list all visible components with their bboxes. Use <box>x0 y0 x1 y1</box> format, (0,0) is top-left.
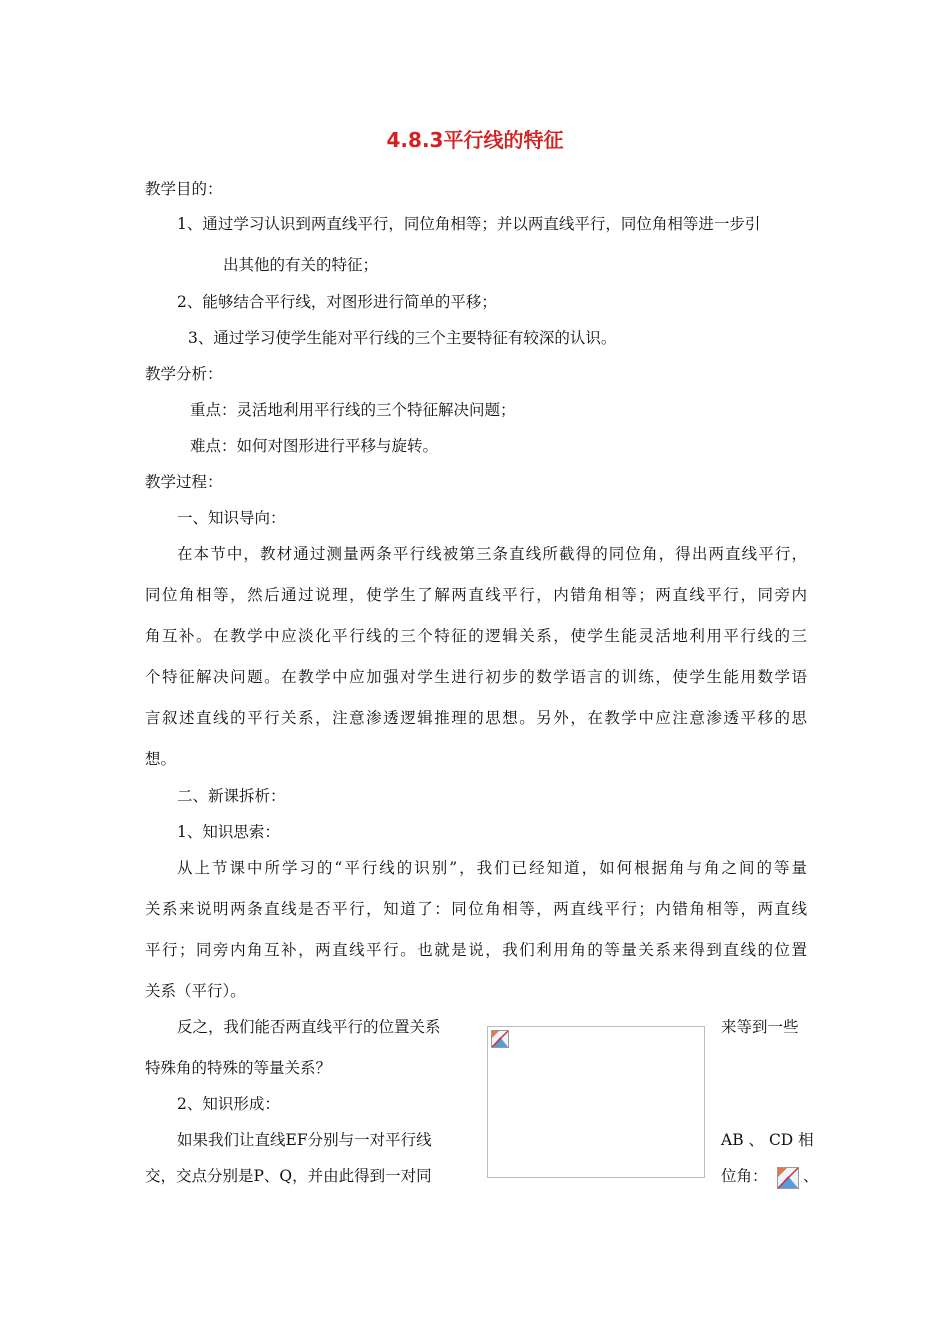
paragraph-line: 来等到一些 <box>721 1018 799 1036</box>
paragraph-line: 想。 <box>145 750 177 768</box>
paragraph-line: 角互补。在教学中应淡化平行线的三个特征的逻辑关系，使学生能灵活地利用平行线的三 <box>145 627 807 645</box>
paragraph-line: 交，交点分别是P、Q，并由此得到一对同 <box>145 1167 432 1185</box>
section-heading: 教学过程： <box>145 473 223 491</box>
paragraph-line: 关系来说明两条直线是否平行，知道了：同位角相等，两直线平行；内错角相等，两直线 <box>145 900 807 918</box>
objective-3: 3、通过学习使学生能对平行线的三个主要特征有较深的认识。 <box>188 329 617 347</box>
subsection-heading: 2、知识形成： <box>177 1095 280 1113</box>
broken-image-icon <box>777 1167 799 1189</box>
subsection-heading: 二、新课拆析： <box>177 787 286 805</box>
paragraph-line: 关系（平行）。 <box>145 982 246 1000</box>
section-heading: 教学目的： <box>145 180 223 198</box>
paragraph-line: 特殊角的特殊的等量关系？ <box>145 1059 332 1077</box>
paragraph-line: 平行；同旁内角互补，两直线平行。也就是说，我们利用角的等量关系来得到直线的位置 <box>145 941 807 959</box>
difficult-point: 难点：如何对图形进行平移与旋转。 <box>190 437 439 455</box>
section-heading: 教学分析： <box>145 365 223 383</box>
paragraph-line: 位角： <box>721 1167 768 1185</box>
document-title: 4.8.3平行线的特征 <box>386 128 564 152</box>
paragraph-line: 、 <box>803 1167 819 1185</box>
objective-2: 2、能够结合平行线，对图形进行简单的平移； <box>177 293 497 311</box>
subsection-heading: 1、知识思索： <box>177 823 280 841</box>
objective-1: 1、通过学习认识到两直线平行，同位角相等；并以两直线平行，同位角相等进一步引 <box>177 215 761 233</box>
paragraph-line: 从上节课中所学习的“平行线的识别”，我们已经知道，如何根据角与角之间的等量 <box>177 859 807 877</box>
broken-image-icon <box>491 1030 509 1048</box>
paragraph-line: 反之，我们能否两直线平行的位置关系 <box>177 1018 441 1036</box>
paragraph-line: AB 、 CD 相 <box>721 1131 814 1149</box>
paragraph-line: 同位角相等，然后通过说理，使学生了解两直线平行，内错角相等；两直线平行，同旁内 <box>145 586 807 604</box>
paragraph-line: 个特征解决问题。在教学中应加强对学生进行初步的数学语言的训练，使学生能用数学语 <box>145 668 807 686</box>
paragraph-line: 在本节中，教材通过测量两条平行线被第三条直线所截得的同位角，得出两直线平行， <box>177 545 807 563</box>
subsection-heading: 一、知识导向： <box>177 509 286 527</box>
paragraph-line: 如果我们让直线EF分别与一对平行线 <box>177 1131 432 1149</box>
objective-1-cont: 出其他的有关的特征； <box>223 256 379 274</box>
key-point: 重点：灵活地利用平行线的三个特征解决问题； <box>190 401 516 419</box>
paragraph-line: 言叙述直线的平行关系，注意渗透逻辑推理的思想。另外，在教学中应注意渗透平移的思 <box>145 709 807 727</box>
figure-placeholder <box>487 1026 705 1178</box>
